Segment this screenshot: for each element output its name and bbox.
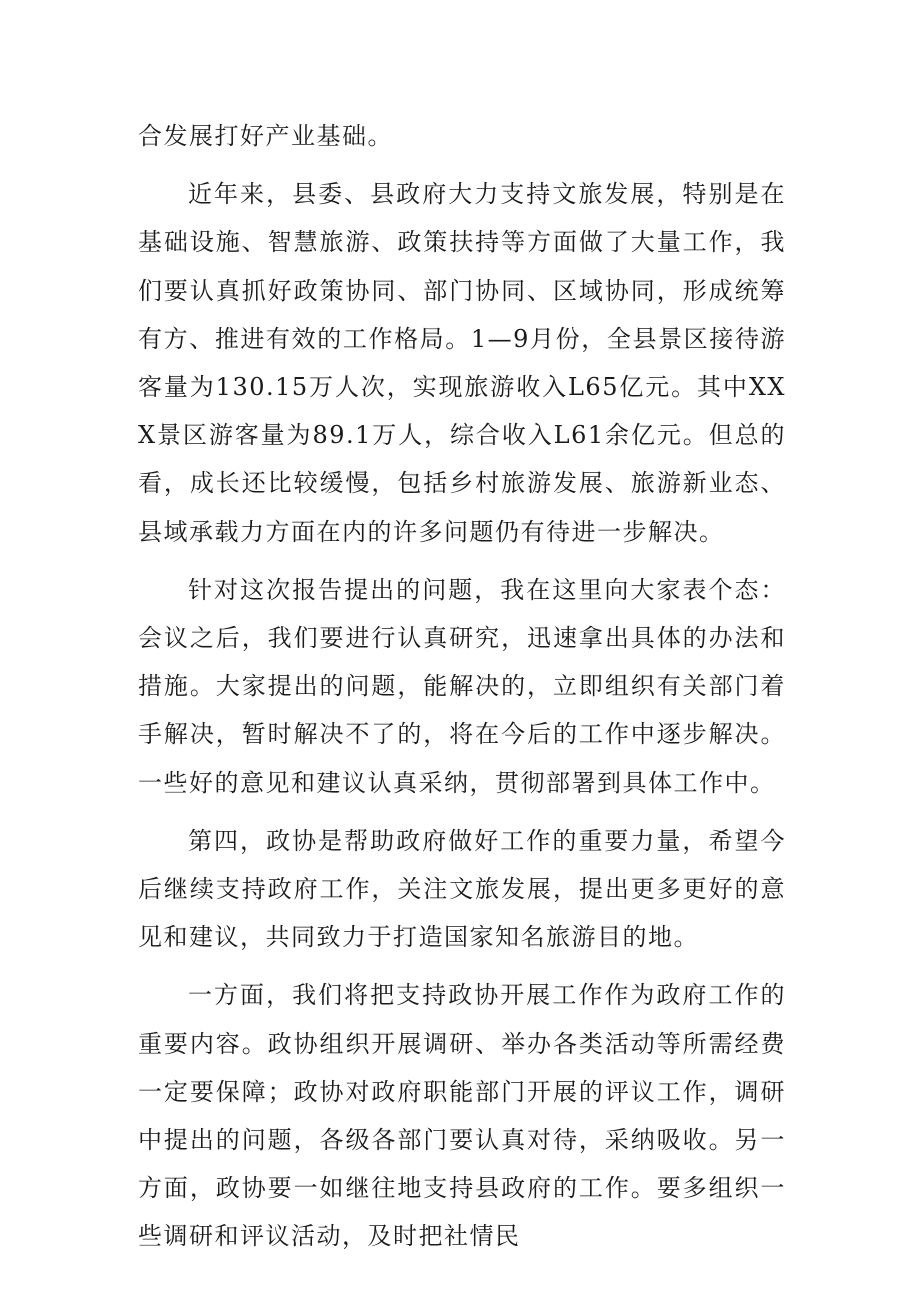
paragraph-fourth-point: 第四，政协是帮助政府做好工作的重要力量，希望今后继续支持政府工作，关注文旅发展，提出更多更好的意见和建议，共同致力于打造国家知名旅游目的地。 — [138, 826, 786, 952]
paragraph-continuation: 合发展打好产业基础。 — [138, 122, 393, 150]
document-page — [138, 112, 786, 1271]
paragraph-tourism-development: 近年来，县委、县政府大力支持文旅发展，特别是在基础设施、智慧旅游、政策扶持等方面做了大量工作，我们要认真抓好政策协同、部门协同、区域协同，形成统筹有方、推进有效的工作格局。1—9月份，全县景区接待游客量为130.15万人次，实现旅游收入L65亿元。其中XXX景区游客量为89.1万人，综合收入L61余亿元。但总的看，成长还比较缓慢，包括乡村旅游发展、旅游新业态、县域承载力方面在内的许多问题仍有待进一步解决。 — [138, 180, 786, 546]
paragraph-support-cppcc: 一方面，我们将把支持政协开展工作作为政府工作的重要内容。政协组织开展调研、举办各类活动等所需经费一定要保障；政协对政府职能部门开展的评议工作，调研中提出的问题，各级各部门要认真对待，采纳吸收。另一方面，政协要一如继往地支持县政府的工作。要多组织一些调研和评议活动，及时把社情民 — [138, 981, 786, 1251]
paragraph-report-response: 针对这次报告提出的问题，我在这里向大家表个态：会议之后，我们要进行认真研究，迅速拿出具体的办法和措施。大家提出的问题，能解决的，立即组织有关部门着手解决，暂时解决不了的，将在今后的工作中逐步解决。一些好的意见和建议认真采纳，贯彻部署到具体工作中。 — [138, 575, 786, 797]
